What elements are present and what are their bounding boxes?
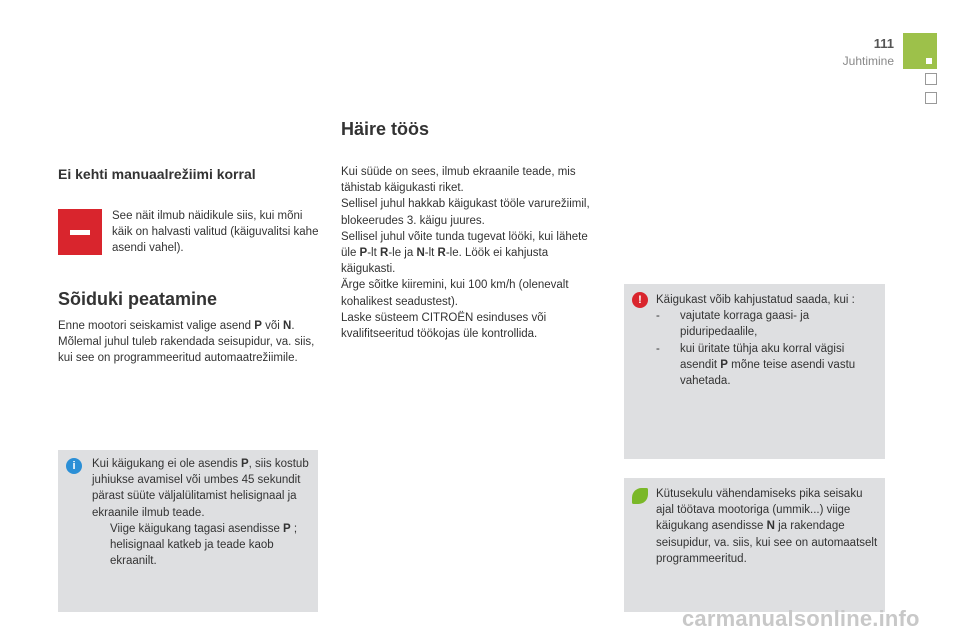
chapter-marker-icon [926,58,932,64]
page-number: 111 [873,36,894,51]
info-icon: i [66,458,82,474]
chapter-tab-outline-2[interactable] [925,92,937,104]
stopping-text: Enne mootori seiskamist valige asend P või N. Mõlemal juhul tuleb rakendada seisupidur, va. siis, kui see on programmeeritud automaatrežiimile. [58,320,315,365]
warning-box [624,284,885,459]
section-title: Juhtimine [842,54,894,68]
manual-mode-text: See näit ilmub näidikule siis, kui mõni käik on halvasti valitud (käiguvalitsi kahe asendi vahel). [112,210,319,255]
watermark: carmanualsonline.info [682,606,920,631]
fault-text: Kui süüde on sees, ilmub ekraanile teade, mis tähistab käigukasti riket. Sellisel juhul hakkab käigukast tööle varurežiimil, blokeerudes 3. käigu juures. Sellisel juhul võite tunda tugevat lööki, kui lähete üle P-lt R-le ja N-lt R-le. Löök ei kahjusta käigukasti. Ärge sõitke kiiremini, kui 100 km/h (olenevalt kohalikest seadustest). Laske süsteem CITROËN esinduses või kvalifitseeritud töökojas üle kontrollida. [341,166,590,341]
eco-box [624,478,885,612]
stopping-heading: Sõiduki peatamine [58,289,218,309]
chapter-tab-outline-1[interactable] [925,73,937,85]
info-bullet: Viige käigukang tagasi asendisse P ; helisignaal katkeb ja teade kaob ekraanilt. [110,522,298,568]
warning-item: - vajutate korraga gaasi- ja piduripedaalile, [656,310,810,339]
info-text: Kui käigukang ei ole asendis P, siis kostub juhiukse avamisel või umbes 45 sekundit pärast süüte väljalülitamist helisignaal ja ekraanile ilmub teade. Viige käigukang tagasi asendisse P ; helisignaal katkeb ja teade kaob ekraanilt. [92,456,312,569]
warning-text: Käigukast võib kahjustatud saada, kui : - vajutate korraga gaasi- ja piduripedaalile, - kui üritate tühja aku korral vägisi asendit P mõne teise asendi vastu vahetada. [656,292,878,389]
fault-heading: Häire töös [341,119,430,139]
warning-item: - kui üritate tühja aku korral vägisi asendit P mõne teise asendi vastu vahetada. [656,342,856,388]
chapter-tab[interactable] [903,33,937,69]
eco-text: Kütusekulu vähendamiseks pika seisaku ajal töötava mootoriga (ummik...) viige käigukang asendisse N ja rakendage seisupidur, va. siis, kui see on automaatselt programmeeritud. [656,488,878,565]
info-box [58,450,318,612]
eco-leaf-icon [632,488,648,504]
exclamation-warning-icon: ! [632,292,648,308]
manual-mode-heading: Ei kehti manuaalrežiimi korral [58,166,256,182]
gear-fault-warning-icon [58,209,102,255]
